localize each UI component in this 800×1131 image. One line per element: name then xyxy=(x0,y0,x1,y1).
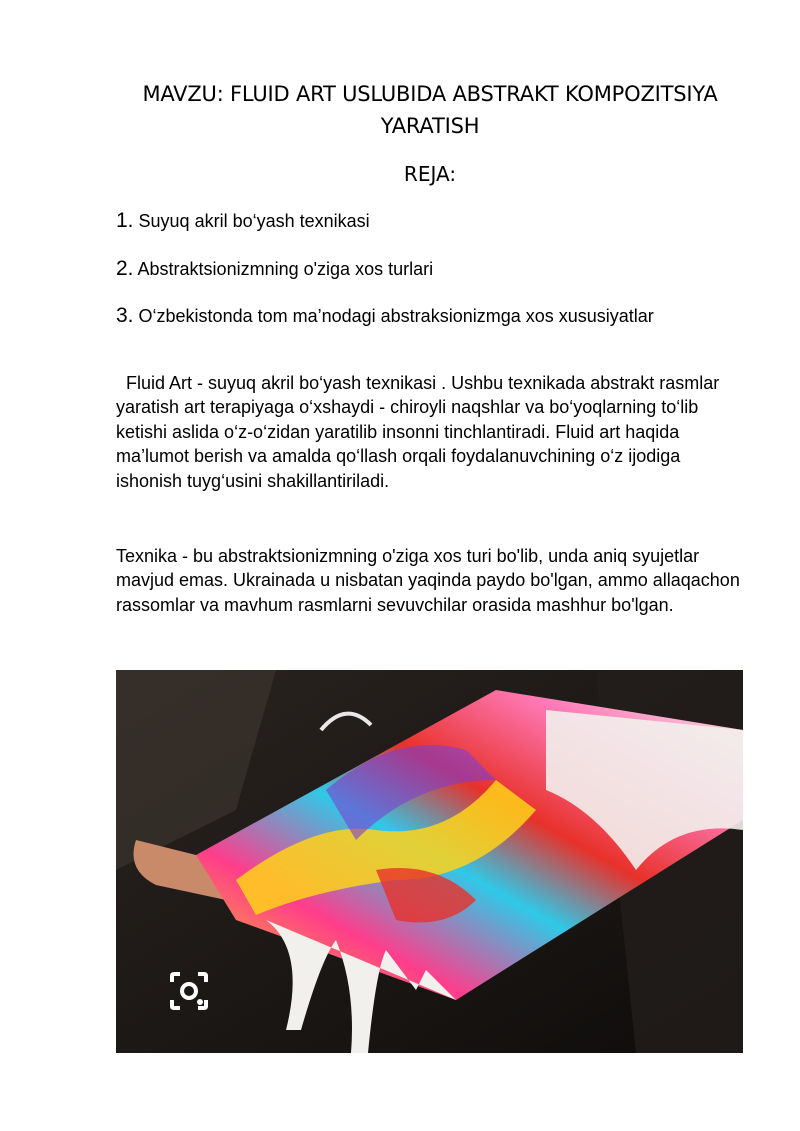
page-title: MAVZU: FLUID ART USLUBIDA ABSTRAKT KOMPOZITSIYA YARATISH xyxy=(142,82,718,138)
fluid-art-illustration xyxy=(116,670,743,1053)
plan-item xyxy=(116,208,676,234)
plan-item-number: 1. xyxy=(116,209,134,232)
body-paragraph: Fluid Art - suyuq akril bo‘yash texnikasi . Ushbu texnikada abstrakt rasmlar yaratish art terapiyaga o‘xshaydi - chiroyli naqshlar va bo‘yoqlarning to‘lib ketishi aslida o‘z-o‘zidan yaratilib insonni tinchlantiradi. Fluid art haqida ma’lumot berish va amalda qo‘llash orqali foydalanuvchining o‘z ijodiga ishonish tuyg‘usini shakillantiriladi. xyxy=(116,373,725,491)
plan-item-text: O‘zbekistonda tom ma’nodagi abstraksionizmga xos xususiyatlar xyxy=(138,306,654,326)
plan-item-text: Abstraktsionizmning o'ziga xos turlari xyxy=(137,259,434,279)
plan-item-text: Suyuq akril bo‘yash texnikasi xyxy=(138,211,370,231)
body-paragraph: Texnika - bu abstraktsionizmning o'ziga xos turi bo'lib, unda aniq syujetlar mavjud emas. Ukrainada u nisbatan yaqinda paydo bo'lgan, ammo allaqachon rassomlar va mavhum rasmlarni sevuvchilar orasida mashhur bo'lgan. xyxy=(116,546,740,615)
plan-item-number: 3. xyxy=(116,304,134,327)
plan-item xyxy=(116,303,656,329)
fluid-art-photo xyxy=(116,670,743,1053)
plan-heading: REJA: xyxy=(403,162,457,186)
plan-item-number: 2. xyxy=(116,257,134,280)
plan-item xyxy=(116,256,676,282)
